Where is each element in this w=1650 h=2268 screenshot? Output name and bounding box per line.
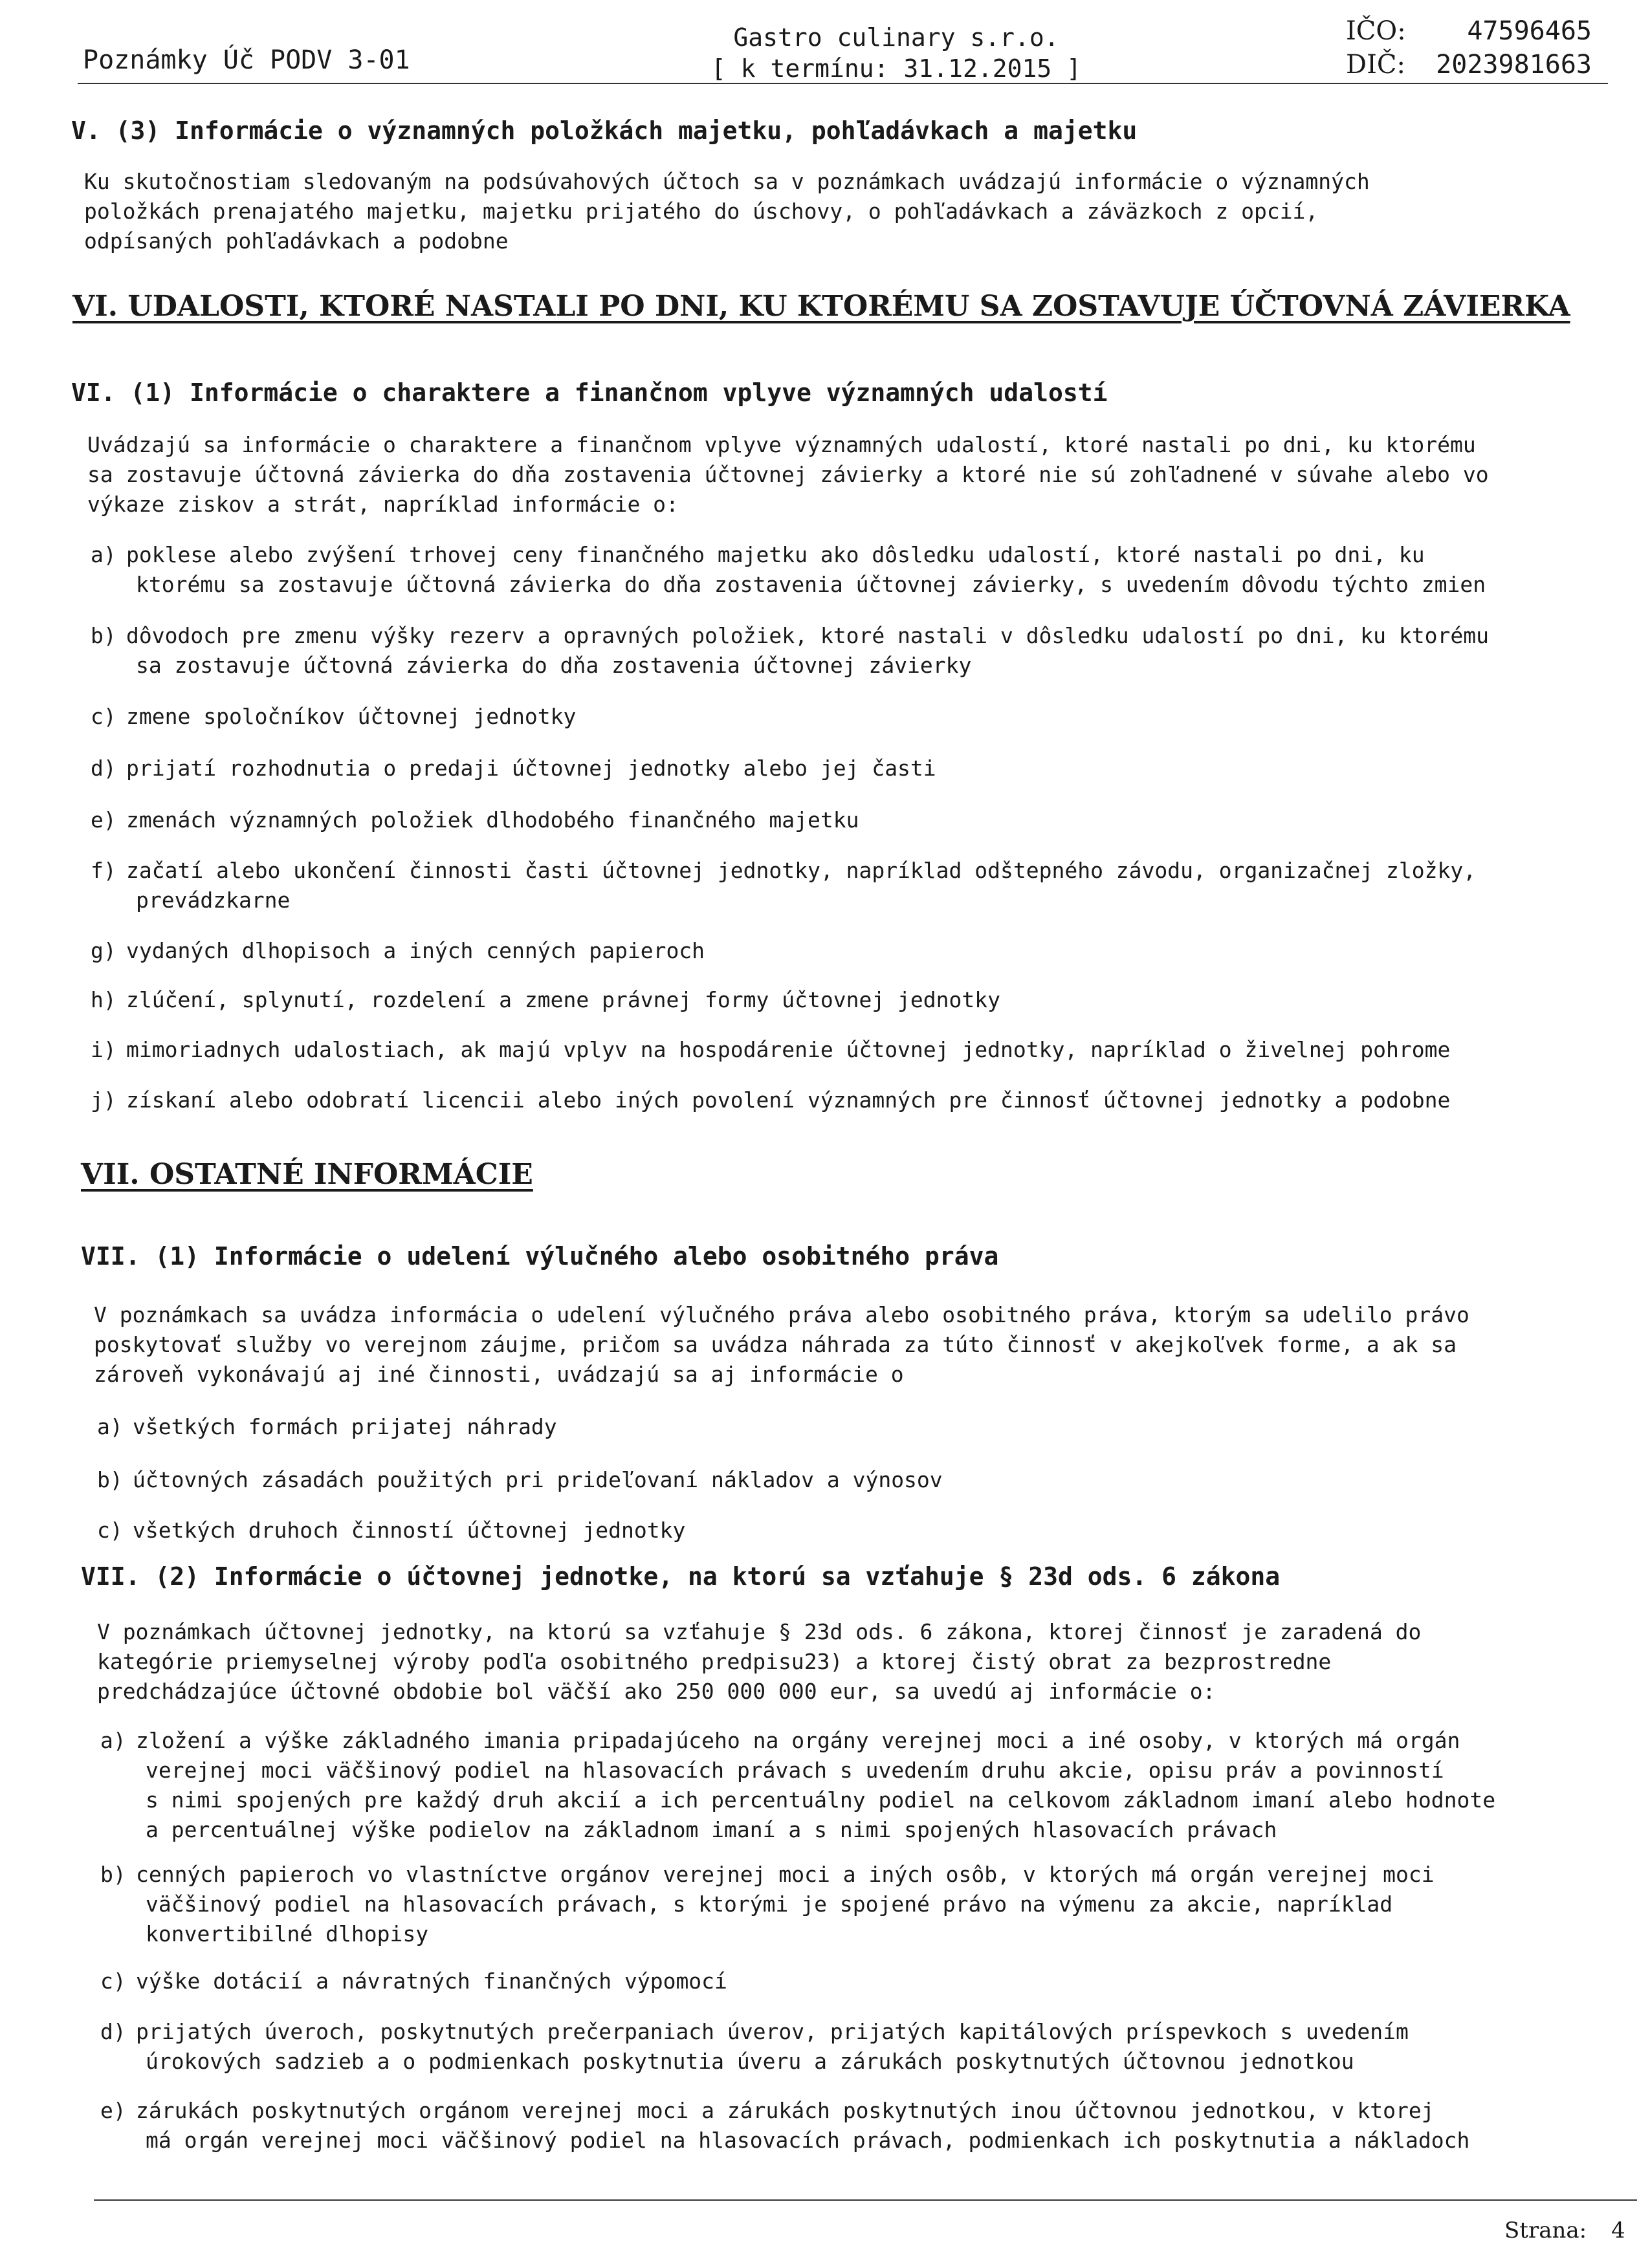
company-block bbox=[702, 22, 1090, 84]
item-text: dôvodoch pre zmenu výšky rezerv a opravných položiek, ktoré nastali v dôsledku udalostí po dni, ku ktorému bbox=[126, 623, 1489, 648]
text-line: V poznámkach sa uvádza informácia o udelení výlučného práva alebo osobitného práva, ktorým sa udelilo právo bbox=[94, 1302, 1469, 1327]
item-label: c) bbox=[91, 704, 116, 729]
section-vi1-text bbox=[87, 430, 1489, 519]
text-line: poskytovať služby vo verejnom záujme, pričom sa uvádza náhrada za túto činnosť v akejkoľvek forme, a ak sa bbox=[94, 1332, 1457, 1357]
item-text: prijatých úveroch, poskytnutých prečerpaniach úverov, prijatých kapitálových príspevkoch s uvedením bbox=[136, 2019, 1409, 2044]
item-text: zmene spoločníkov účtovnej jednotky bbox=[126, 704, 577, 729]
list-item bbox=[97, 1412, 557, 1442]
list-item bbox=[91, 856, 1476, 915]
list-item bbox=[97, 1465, 943, 1495]
item-text: úrokových sadzieb a o podmienkach poskytnutia úveru a zárukách poskytnutých účtovnou jednotkou bbox=[146, 2049, 1354, 2074]
list-item bbox=[100, 1860, 1435, 1949]
header-divider bbox=[78, 83, 1608, 84]
item-label: a) bbox=[97, 1414, 123, 1439]
section-vii2-text bbox=[97, 1617, 1421, 1706]
item-text: účtovných zásadách použitých pri prideľovaní nákladov a výnosov bbox=[133, 1467, 943, 1492]
section-vii2-heading: VII. (2) Informácie o účtovnej jednotke, na ktorú sa vzťahuje § 23d ods. 6 zákona bbox=[81, 1562, 1281, 1591]
item-label: e) bbox=[91, 807, 116, 833]
text-line: výkaze ziskov a strát, napríklad informácie o: bbox=[87, 492, 679, 517]
section-vii-title: VII. OSTATNÉ INFORMÁCIE bbox=[81, 1158, 533, 1191]
text-line: V poznámkach účtovnej jednotky, na ktorú sa vzťahuje § 23d ods. 6 zákona, ktorej činnosť je zaradená do bbox=[97, 1619, 1422, 1644]
list-item bbox=[100, 2096, 1469, 2155]
list-item bbox=[91, 754, 936, 783]
item-label: g) bbox=[91, 938, 116, 963]
page-label: Strana: bbox=[1504, 2218, 1587, 2243]
section-vii1-text bbox=[94, 1300, 1469, 1390]
item-text: sa zostavuje účtovná závierka do dňa zostavenia účtovnej závierky bbox=[136, 653, 972, 678]
list-item bbox=[100, 1967, 727, 1996]
item-label: c) bbox=[100, 1968, 126, 1994]
dic-label: DIČ: bbox=[1346, 50, 1405, 80]
item-label: d) bbox=[100, 2019, 126, 2044]
item-text: výške dotácií a návratných finančných výpomocí bbox=[136, 1968, 727, 1994]
text-line: odpísaných pohľadávkach a podobne bbox=[84, 228, 509, 254]
item-text: všetkých druhoch činností účtovnej jednotky bbox=[133, 1518, 686, 1543]
item-text: ktorému sa zostavuje účtovná závierka do dňa zostavenia účtovnej závierky, s uvedením dôvodu týchto zmien bbox=[136, 572, 1486, 597]
item-text: a percentuálnej výške podielov na základnom imaní a s nimi spojených hlasovacích právach bbox=[146, 1817, 1277, 1842]
text-line: Ku skutočnostiam sledovaným na podsúvahových účtoch sa v poznámkach uvádzajú informácie o významných bbox=[84, 169, 1370, 194]
list-item bbox=[91, 1085, 1450, 1115]
footer-divider bbox=[94, 2199, 1637, 2201]
list-item bbox=[91, 985, 1000, 1015]
text-line: zároveň vykonávajú aj iné činnosti, uvádzajú sa aj informácie o bbox=[94, 1362, 904, 1387]
list-item bbox=[91, 936, 705, 966]
item-text: verejnej moci väčšinový podiel na hlasovacích právach s uvedením druhu akcie, opisu práv a povinností bbox=[146, 1758, 1444, 1783]
item-text: prevádzkarne bbox=[136, 888, 291, 913]
term-date: [ k termínu: 31.12.2015 ] bbox=[711, 54, 1081, 83]
item-text: začatí alebo ukončení činnosti časti účtovnej jednotky, napríklad odštepného závodu, organizačnej zložky, bbox=[126, 858, 1477, 883]
id-values bbox=[1436, 14, 1592, 82]
item-text: cenných papieroch vo vlastníctve orgánov verejnej moci a iných osôb, v ktorých má orgán verejnej moci bbox=[136, 1862, 1435, 1887]
item-label: a) bbox=[91, 542, 116, 567]
item-text: zložení a výške základného imania pripadajúceho na orgány verejnej moci a iné osoby, v ktorých má orgán bbox=[136, 1728, 1460, 1753]
list-item bbox=[91, 540, 1486, 600]
section-vi1-heading: VI. (1) Informácie o charaktere a finančnom vplyve významných udalostí bbox=[71, 378, 1108, 407]
item-label: b) bbox=[100, 1862, 126, 1887]
item-label: b) bbox=[97, 1467, 123, 1492]
item-text: konvertibilné dlhopisy bbox=[146, 1921, 429, 1946]
company-name: Gastro culinary s.r.o. bbox=[733, 23, 1059, 52]
item-text: väčšinový podiel na hlasovacích právach, s ktorými je spojené právo na výmenu za akcie, napríklad bbox=[146, 1892, 1393, 1917]
section-vi-title: VI. UDALOSTI, KTORÉ NASTALI PO DNI, KU KTORÉMU SA ZOSTAVUJE ÚČTOVNÁ ZÁVIERKA bbox=[72, 290, 1570, 323]
id-labels bbox=[1346, 14, 1406, 82]
item-label: j) bbox=[91, 1087, 116, 1113]
text-line: predchádzajúce účtovné obdobie bol väčší ako 250 000 000 eur, sa uvedú aj informácie o: bbox=[97, 1679, 1216, 1704]
item-label: a) bbox=[100, 1728, 126, 1753]
item-label: i) bbox=[91, 1037, 116, 1062]
document-title: Poznámky Úč PODV 3-01 bbox=[83, 45, 410, 75]
text-line: položkách prenajatého majetku, majetku prijatého do úschovy, o pohľadávkach a záväzkoch z opcií, bbox=[84, 199, 1319, 224]
item-text: poklese alebo zvýšení trhovej ceny finančného majetku ako dôsledku udalostí, ktoré nastali po dni, ku bbox=[126, 542, 1425, 567]
item-label: e) bbox=[100, 2098, 126, 2123]
list-item bbox=[91, 805, 859, 835]
ico-value: 47596465 bbox=[1467, 16, 1592, 46]
list-item bbox=[91, 702, 576, 732]
list-item bbox=[91, 621, 1489, 681]
item-text: vydaných dlhopisoch a iných cenných papieroch bbox=[126, 938, 705, 963]
item-text: s nimi spojených pre každý druh akcií a ich percentuálny podiel na celkovom základnom imaní alebo hodnote bbox=[146, 1787, 1496, 1813]
list-item bbox=[100, 2017, 1409, 2077]
list-item bbox=[100, 1726, 1495, 1845]
section-v3-text bbox=[84, 167, 1370, 256]
dic-value: 2023981663 bbox=[1436, 50, 1592, 80]
item-text: prijatí rozhodnutia o predaji účtovnej jednotky alebo jej časti bbox=[126, 756, 936, 781]
item-label: f) bbox=[91, 858, 116, 883]
item-label: c) bbox=[97, 1518, 123, 1543]
ico-label: IČO: bbox=[1346, 16, 1406, 46]
section-v3-heading: V. (3) Informácie o významných položkách majetku, pohľadávkach a majetku bbox=[71, 116, 1138, 145]
text-line: sa zostavuje účtovná závierka do dňa zostavenia účtovnej závierky a ktoré nie sú zohľadnené v súvahe alebo vo bbox=[87, 462, 1489, 487]
item-label: h) bbox=[91, 987, 116, 1012]
text-line: kategórie priemyselnej výroby podľa osobitného predpisu23) a ktorej čistý obrat za bezprostredne bbox=[97, 1649, 1332, 1674]
item-label: d) bbox=[91, 756, 116, 781]
item-text: mimoriadnych udalostiach, ak majú vplyv na hospodárenie účtovnej jednotky, napríklad o živelnej pohrome bbox=[126, 1037, 1451, 1062]
text-line: Uvádzajú sa informácie o charaktere a finančnom vplyve významných udalostí, ktoré nastali po dni, ku ktorému bbox=[87, 432, 1476, 457]
item-text: všetkých formách prijatej náhrady bbox=[133, 1414, 557, 1439]
item-text: zlúčení, splynutí, rozdelení a zmene právnej formy účtovnej jednotky bbox=[126, 987, 1001, 1012]
item-text: získaní alebo odobratí licencii alebo iných povolení významných pre činnosť účtovnej jednotky a podobne bbox=[126, 1087, 1451, 1113]
page-number: 4 bbox=[1611, 2218, 1625, 2243]
item-text: má orgán verejnej moci väčšinový podiel na hlasovacích právach, podmienkach ich poskytnutia a nákladoch bbox=[146, 2128, 1470, 2153]
item-text: zmenách významných položiek dlhodobého finančného majetku bbox=[126, 807, 859, 833]
list-item bbox=[97, 1516, 685, 1545]
item-text: zárukách poskytnutých orgánom verejnej moci a zárukách poskytnutých inou účtovnou jednotkou, v ktorej bbox=[136, 2098, 1435, 2123]
item-label: b) bbox=[91, 623, 116, 648]
section-vii1-heading: VII. (1) Informácie o udelení výlučného alebo osobitného práva bbox=[81, 1242, 999, 1270]
list-item bbox=[91, 1035, 1450, 1065]
